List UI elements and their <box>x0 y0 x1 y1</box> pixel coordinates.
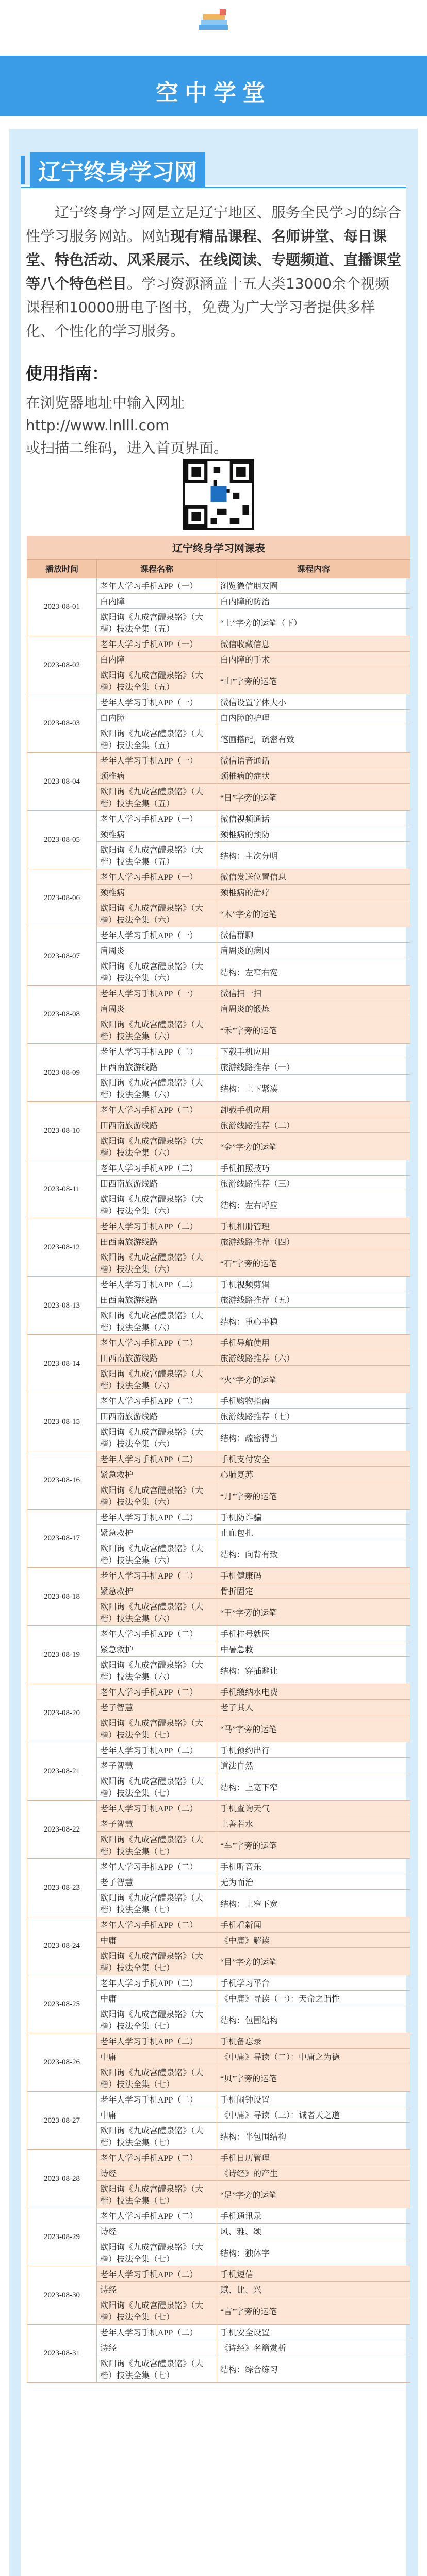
cell-content: 手机看新闻 <box>217 1917 410 1933</box>
table-row <box>27 1684 410 1700</box>
cell-course: 老年人学习手机APP（二） <box>97 1102 217 1117</box>
table-row <box>27 1568 410 1583</box>
cell-content: 手机闹钟设置 <box>217 2092 410 2107</box>
cell-course: 老年人学习手机APP（二） <box>97 1801 217 1816</box>
guide-line1: 在浏览器地址中输入网址 <box>26 394 185 411</box>
cell-content: 手机视频剪辑 <box>217 1277 410 1292</box>
cell-course: 老年人学习手机APP（一） <box>97 636 217 652</box>
cell-content: 微信视频通话 <box>217 811 410 826</box>
section-heading <box>21 155 205 185</box>
table-row <box>27 1044 410 1059</box>
cell-content: 无为而治 <box>217 1874 410 1890</box>
table-row <box>27 636 410 652</box>
cell-course: 中庸 <box>97 2049 217 2064</box>
table-row <box>27 2033 410 2049</box>
cell-content: “金”字旁的运笔 <box>217 1133 410 1160</box>
cell-course: 白内障 <box>97 652 217 667</box>
cell-course: 老年人学习手机APP（一） <box>97 927 217 943</box>
cell-course: 老年人学习手机APP（二） <box>97 1975 217 1991</box>
cell-content: 旅游线路推荐（三） <box>217 1176 410 1191</box>
cell-content: 结构：左窄右宽 <box>217 958 410 986</box>
cell-content: “石”字旁的运笔 <box>217 1249 410 1277</box>
cell-content: 白内障的手术 <box>217 652 410 667</box>
cell-date: 2023-08-16 <box>27 1451 97 1510</box>
cell-content: 微信群聊 <box>217 927 410 943</box>
table-row <box>27 578 410 594</box>
table-row <box>27 1510 410 1525</box>
cell-content: 手机通讯录 <box>217 2208 410 2224</box>
table-row <box>27 1975 410 1991</box>
cell-course: 欧阳询《九成宫醴泉铭》（大楷）技法全集（七） <box>97 2123 217 2150</box>
cell-date: 2023-08-04 <box>27 753 97 811</box>
cell-content: 手机拍照技巧 <box>217 1160 410 1176</box>
cell-course: 欧阳询《九成宫醴泉铭》（大楷）技法全集（六） <box>97 1424 217 1451</box>
cell-course: 欧阳询《九成宫醴泉铭》（大楷）技法全集（七） <box>97 2064 217 2092</box>
table-row <box>27 1451 410 1467</box>
cell-content: 颈椎病的预防 <box>217 826 410 842</box>
cell-course: 老年人学习手机APP（二） <box>97 1393 217 1409</box>
table-row <box>27 2325 410 2340</box>
cell-course: 紧急救护 <box>97 1641 217 1657</box>
qr-code-icon[interactable] <box>183 459 254 530</box>
cell-course: 老年人学习手机APP（二） <box>97 1277 217 1292</box>
cell-course: 老年人学习手机APP（二） <box>97 1742 217 1758</box>
books-icon <box>189 7 238 38</box>
cell-course: 老年人学习手机APP（二） <box>97 1568 217 1583</box>
cell-content: 道法自然 <box>217 1758 410 1773</box>
cell-course: 诗经 <box>97 2282 217 2297</box>
cell-date: 2023-08-14 <box>27 1335 97 1393</box>
cell-content: 肩周炎的病因 <box>217 943 410 958</box>
cell-content: 中暑急救 <box>217 1641 410 1657</box>
cell-course: 紧急救护 <box>97 1525 217 1540</box>
cell-course: 欧阳询《九成宫醴泉铭》（大楷）技法全集（六） <box>97 1191 217 1218</box>
cell-course: 田西南旅游线路 <box>97 1117 217 1133</box>
guide-url[interactable]: http://www.lnlll.com <box>26 417 170 434</box>
cell-course: 欧阳询《九成宫醴泉铭》（大楷）技法全集（七） <box>97 2355 217 2383</box>
cell-course: 老年人学习手机APP（一） <box>97 578 217 594</box>
cell-course: 欧阳询《九成宫醴泉铭》（大楷）技法全集（六） <box>97 1657 217 1684</box>
intro-text <box>26 201 401 343</box>
cell-course: 老年人学习手机APP（二） <box>97 2325 217 2340</box>
cell-content: 结构：独体字 <box>217 2239 410 2266</box>
intro-bold: 现有精品课程、名师讲堂、每日课堂、特色活动、风采展示、在线阅读、专题频道、直播课堂等八个特色栏目 <box>26 228 402 292</box>
cell-course: 欧阳询《九成宫醴泉铭》（大楷）技法全集（五） <box>97 725 217 753</box>
cell-course: 欧阳询《九成宫醴泉铭》（大楷）技法全集（七） <box>97 1773 217 1801</box>
cell-course: 老年人学习手机APP（一） <box>97 753 217 768</box>
cell-course: 欧阳询《九成宫醴泉铭》（大楷）技法全集（七） <box>97 1948 217 1975</box>
cell-course: 欧阳询《九成宫醴泉铭》（大楷）技法全集（六） <box>97 1366 217 1393</box>
cell-course: 老年人学习手机APP（一） <box>97 869 217 885</box>
cell-content: 旅游线路推荐（五） <box>217 1292 410 1308</box>
cell-date: 2023-08-18 <box>27 1568 97 1626</box>
cell-course: 诗经 <box>97 2340 217 2355</box>
cell-date: 2023-08-24 <box>27 1917 97 1975</box>
cell-date: 2023-08-29 <box>27 2208 97 2266</box>
cell-course: 老年人学习手机APP（二） <box>97 1859 217 1874</box>
cell-course: 颈椎病 <box>97 885 217 900</box>
cell-content: “目”字旁的运笔 <box>217 1948 410 1975</box>
cell-date: 2023-08-09 <box>27 1044 97 1102</box>
cell-course: 诗经 <box>97 2165 217 2181</box>
cell-course: 颈椎病 <box>97 826 217 842</box>
cell-content: 结构：穿插避让 <box>217 1657 410 1684</box>
cell-course: 紧急救护 <box>97 1583 217 1599</box>
cell-date: 2023-08-12 <box>27 1218 97 1277</box>
cell-date: 2023-08-28 <box>27 2150 97 2208</box>
cell-content: 微信发送位置信息 <box>217 869 410 885</box>
cell-course: 田西南旅游线路 <box>97 1409 217 1424</box>
cell-content: 白内障的防治 <box>217 594 410 609</box>
cell-course: 老年人学习手机APP（二） <box>97 2033 217 2049</box>
cell-course: 老年人学习手机APP（二） <box>97 1218 217 1234</box>
cell-content: 《中庸》导读（二）：中庸之为德 <box>217 2049 410 2064</box>
cell-content: 结构：主次分明 <box>217 842 410 869</box>
table-row <box>27 1393 410 1409</box>
cell-course: 肩周炎 <box>97 1001 217 1016</box>
intro-part1: 辽宁终身学习网是立足辽宁地区、服务全民学习的综合性学习服务网站。网站 <box>26 204 402 245</box>
table-row <box>27 2266 410 2282</box>
cell-course: 欧阳询《九成宫醴泉铭》（大楷）技法全集（七） <box>97 2239 217 2266</box>
cell-content: 结构：重心平稳 <box>217 1308 410 1335</box>
table-row <box>27 1218 410 1234</box>
cell-content: 结构：上窄下宽 <box>217 1890 410 1917</box>
table-row <box>27 1160 410 1176</box>
cell-content: 《诗经》的产生 <box>217 2165 410 2181</box>
table-row <box>27 1277 410 1292</box>
cell-course: 老子智慧 <box>97 1758 217 1773</box>
cell-content: 上善若水 <box>217 1816 410 1832</box>
cell-content: 赋、比、兴 <box>217 2282 410 2297</box>
cell-course: 老年人学习手机APP（二） <box>97 1684 217 1700</box>
cell-content: 手机听音乐 <box>217 1859 410 1874</box>
cell-content: 手机防诈骗 <box>217 1510 410 1525</box>
cell-date: 2023-08-02 <box>27 636 97 694</box>
cell-content: 旅游线路推荐（二） <box>217 1117 410 1133</box>
cell-course: 欧阳询《九成宫醴泉铭》（大楷）技法全集（六） <box>97 1540 217 1568</box>
cell-date: 2023-08-19 <box>27 1626 97 1684</box>
cell-date: 2023-08-26 <box>27 2033 97 2092</box>
cell-content: 旅游线路推荐（一） <box>217 1059 410 1075</box>
cell-course: 白内障 <box>97 710 217 725</box>
cell-content: 白内障的护理 <box>217 710 410 725</box>
cell-content: 旅游线路推荐（六） <box>217 1350 410 1366</box>
cell-content: “禾”字旁的运笔 <box>217 1016 410 1044</box>
table-body <box>27 578 410 2383</box>
cell-content: 结构：向背有致 <box>217 1540 410 1568</box>
cell-date: 2023-08-22 <box>27 1801 97 1859</box>
table-caption: 辽宁终身学习网课表 <box>27 536 410 559</box>
guide-title: 使用指南： <box>26 364 109 383</box>
header-course: 课程名称 <box>97 560 217 578</box>
cell-course: 欧阳询《九成宫醴泉铭》（大楷）技法全集（六） <box>97 1308 217 1335</box>
cell-course: 老年人学习手机APP（二） <box>97 1451 217 1467</box>
cell-course: 欧阳询《九成宫醴泉铭》（大楷）技法全集（六） <box>97 1249 217 1277</box>
cell-course: 田西南旅游线路 <box>97 1292 217 1308</box>
cell-course: 老年人学习手机APP（二） <box>97 2208 217 2224</box>
cell-course: 老年人学习手机APP（一） <box>97 811 217 826</box>
guide-text <box>26 392 397 460</box>
cell-date: 2023-08-27 <box>27 2092 97 2150</box>
cell-course: 欧阳询《九成宫醴泉铭》（大楷）技法全集（六） <box>97 1016 217 1044</box>
section-title: 辽宁终身学习网 <box>30 152 205 188</box>
cell-date: 2023-08-13 <box>27 1277 97 1335</box>
cell-content: 手机支付安全 <box>217 1451 410 1467</box>
cell-date: 2023-08-07 <box>27 927 97 986</box>
cell-date: 2023-08-01 <box>27 578 97 636</box>
cell-content: 骨折固定 <box>217 1583 410 1599</box>
cell-course: 老年人学习手机APP（二） <box>97 2092 217 2107</box>
cell-course: 老年人学习手机APP（二） <box>97 2266 217 2282</box>
cell-course: 老年人学习手机APP（二） <box>97 1044 217 1059</box>
cell-course: 欧阳询《九成宫醴泉铭》（大楷）技法全集（六） <box>97 900 217 927</box>
cell-date: 2023-08-15 <box>27 1393 97 1451</box>
cell-content: “山”字旁的运笔 <box>217 667 410 694</box>
cell-course: 老年人学习手机APP（二） <box>97 1917 217 1933</box>
cell-content: “贝”字旁的运笔 <box>217 2064 410 2092</box>
cell-content: 手机相册管理 <box>217 1218 410 1234</box>
cell-course: 老子智慧 <box>97 1816 217 1832</box>
table-row <box>27 1801 410 1816</box>
heading-underline <box>21 187 406 188</box>
cell-course: 欧阳询《九成宫醴泉铭》（大楷）技法全集（六） <box>97 1599 217 1626</box>
cell-course: 老子智慧 <box>97 1700 217 1715</box>
cell-course: 欧阳询《九成宫醴泉铭》（大楷）技法全集（七） <box>97 2006 217 2033</box>
cell-course: 老年人学习手机APP（一） <box>97 986 217 1001</box>
cell-course: 颈椎病 <box>97 768 217 784</box>
cell-content: 下载手机应用 <box>217 1044 410 1059</box>
cell-course: 欧阳询《九成宫醴泉铭》（大楷）技法全集（六） <box>97 1482 217 1510</box>
cell-date: 2023-08-25 <box>27 1975 97 2033</box>
table-row <box>27 1626 410 1641</box>
cell-content: 止血包扎 <box>217 1525 410 1540</box>
cell-course: 田西南旅游线路 <box>97 1350 217 1366</box>
cell-date: 2023-08-06 <box>27 869 97 927</box>
cell-course: 中庸 <box>97 1933 217 1948</box>
cell-content: 《中庸》导读（一）：天命之谓性 <box>217 1991 410 2006</box>
table-row <box>27 1102 410 1117</box>
cell-course: 老年人学习手机APP（二） <box>97 1160 217 1176</box>
cell-content: 浏览微信朋友圈 <box>217 578 410 594</box>
cell-date: 2023-08-05 <box>27 811 97 869</box>
cell-course: 欧阳询《九成宫醴泉铭》（大楷）技法全集（六） <box>97 1075 217 1102</box>
cell-content: 老子其人 <box>217 1700 410 1715</box>
cell-content: 微信扫一扫 <box>217 986 410 1001</box>
cell-content: 结构：左右呼应 <box>217 1191 410 1218</box>
cell-content: 手机查询天气 <box>217 1801 410 1816</box>
cell-course: 紧急救护 <box>97 1467 217 1482</box>
cell-content: “车”字旁的运笔 <box>217 1832 410 1859</box>
table-row <box>27 694 410 710</box>
cell-date: 2023-08-03 <box>27 694 97 753</box>
cell-content: 卸载手机应用 <box>217 1102 410 1117</box>
cell-course: 欧阳询《九成宫醴泉铭》（大楷）技法全集（七） <box>97 1832 217 1859</box>
cell-content: 结构：包围结构 <box>217 2006 410 2033</box>
table-row <box>27 2208 410 2224</box>
cell-content: “王”字旁的运笔 <box>217 1599 410 1626</box>
cell-course: 欧阳询《九成宫醴泉铭》（大楷）技法全集（六） <box>97 1133 217 1160</box>
table-row <box>27 869 410 885</box>
cell-content: 颈椎病的治疗 <box>217 885 410 900</box>
cell-course: 诗经 <box>97 2224 217 2239</box>
schedule-table <box>27 536 410 2383</box>
header-content: 课程内容 <box>217 560 410 578</box>
cell-content: “火”字旁的运笔 <box>217 1366 410 1393</box>
cell-content: 手机学习平台 <box>217 1975 410 1991</box>
cell-content: “月”字旁的运笔 <box>217 1482 410 1510</box>
table-row <box>27 1335 410 1350</box>
table-row <box>27 927 410 943</box>
cell-date: 2023-08-10 <box>27 1102 97 1160</box>
cell-content: “日”字旁的运笔 <box>217 784 410 811</box>
cell-content: 结构：疏密得当 <box>217 1424 410 1451</box>
cell-content: 手机挂号就医 <box>217 1626 410 1641</box>
cell-course: 欧阳询《九成宫醴泉铭》（大楷）技法全集（五） <box>97 609 217 636</box>
cell-content: 手机短信 <box>217 2266 410 2282</box>
cell-content: 结构：上宽下窄 <box>217 1773 410 1801</box>
cell-course: 欧阳询《九成宫醴泉铭》（大楷）技法全集（五） <box>97 667 217 694</box>
cell-course: 欧阳询《九成宫醴泉铭》（大楷）技法全集（七） <box>97 2297 217 2325</box>
cell-content: “言”字旁的运笔 <box>217 2297 410 2325</box>
cell-content: 《中庸》导读（三）：诚者天之道 <box>217 2107 410 2123</box>
cell-content: 《诗经》名篇赏析 <box>217 2340 410 2355</box>
cell-content: 手机购物指南 <box>217 1393 410 1409</box>
cell-content: 微信设置字体大小 <box>217 694 410 710</box>
hero-header <box>0 0 427 56</box>
cell-date: 2023-08-21 <box>27 1742 97 1801</box>
cell-course: 肩周炎 <box>97 943 217 958</box>
intro-part2: 。学习资源涵盖十五大类13000余个视频课程和10000册电子图书，免费为广大学习者提供多样化、个性化的学习服务。 <box>26 275 390 340</box>
banner <box>0 56 427 116</box>
cell-date: 2023-08-08 <box>27 986 97 1044</box>
cell-content: “足”字旁的运笔 <box>217 2181 410 2208</box>
table-row <box>27 811 410 826</box>
cell-course: 中庸 <box>97 2107 217 2123</box>
cell-content: 风、雅、颂 <box>217 2224 410 2239</box>
cell-content: 结构：半包围结构 <box>217 2123 410 2150</box>
table-row <box>27 2092 410 2107</box>
cell-content: 颈椎病的症状 <box>217 768 410 784</box>
cell-course: 老年人学习手机APP（一） <box>97 694 217 710</box>
cell-content: 手机日历管理 <box>217 2150 410 2165</box>
cell-date: 2023-08-30 <box>27 2266 97 2325</box>
cell-course: 中庸 <box>97 1991 217 2006</box>
cell-content: “马”字旁的运笔 <box>217 1715 410 1742</box>
cell-content: 肩周炎的锻炼 <box>217 1001 410 1016</box>
cell-content: 手机备忘录 <box>217 2033 410 2049</box>
banner-title: 空中学堂 <box>156 80 271 106</box>
guide-line3: 或扫描二维码，进入首页界面。 <box>26 439 228 456</box>
cell-date: 2023-08-11 <box>27 1160 97 1218</box>
cell-course: 田西南旅游线路 <box>97 1059 217 1075</box>
cell-course: 田西南旅游线路 <box>97 1234 217 1249</box>
cell-content: 结构：综合练习 <box>217 2355 410 2383</box>
table-row <box>27 1917 410 1933</box>
cell-course: 老年人学习手机APP（二） <box>97 1510 217 1525</box>
cell-course: 欧阳询《九成宫醴泉铭》（大楷）技法全集（六） <box>97 958 217 986</box>
cell-content: “土”字旁的运笔（下） <box>217 609 410 636</box>
cell-course: 田西南旅游线路 <box>97 1176 217 1191</box>
cell-course: 老年人学习手机APP（二） <box>97 1626 217 1641</box>
cell-date: 2023-08-23 <box>27 1859 97 1917</box>
table-row <box>27 986 410 1001</box>
header-date: 播放时间 <box>27 560 97 578</box>
table-row <box>27 2150 410 2165</box>
table-row <box>27 1859 410 1874</box>
cell-content: 心肺复苏 <box>217 1467 410 1482</box>
cell-content: 笔画搭配，疏密有致 <box>217 725 410 753</box>
cell-course: 欧阳询《九成宫醴泉铭》（大楷）技法全集（五） <box>97 784 217 811</box>
cell-course: 欧阳询《九成宫醴泉铭》（大楷）技法全集（七） <box>97 1715 217 1742</box>
heading-accent <box>21 156 25 184</box>
table-row <box>27 1742 410 1758</box>
cell-content: 微信收藏信息 <box>217 636 410 652</box>
cell-date: 2023-08-31 <box>27 2325 97 2383</box>
cell-content: 微信语音通话 <box>217 753 410 768</box>
cell-content: 旅游线路推荐（四） <box>217 1234 410 1249</box>
cell-course: 欧阳询《九成宫醴泉铭》（大楷）技法全集（七） <box>97 1890 217 1917</box>
cell-content: 手机健康码 <box>217 1568 410 1583</box>
cell-course: 老年人学习手机APP（二） <box>97 2150 217 2165</box>
table-row <box>27 753 410 768</box>
cell-content: 《中庸》解读 <box>217 1933 410 1948</box>
cell-course: 欧阳询《九成宫醴泉铭》（大楷）技法全集（五） <box>97 842 217 869</box>
cell-course: 老年人学习手机APP（二） <box>97 1335 217 1350</box>
cell-date: 2023-08-17 <box>27 1510 97 1568</box>
cell-content: 手机预约出行 <box>217 1742 410 1758</box>
cell-content: “木”字旁的运笔 <box>217 900 410 927</box>
cell-course: 老子智慧 <box>97 1874 217 1890</box>
cell-content: 手机导航使用 <box>217 1335 410 1350</box>
cell-date: 2023-08-20 <box>27 1684 97 1742</box>
cell-course: 白内障 <box>97 594 217 609</box>
cell-content: 手机安全设置 <box>217 2325 410 2340</box>
cell-content: 手机缴纳水电费 <box>217 1684 410 1700</box>
cell-content: 结构：上下紧凑 <box>217 1075 410 1102</box>
cell-content: 旅游线路推荐（七） <box>217 1409 410 1424</box>
cell-course: 欧阳询《九成宫醴泉铭》（大楷）技法全集（七） <box>97 2181 217 2208</box>
